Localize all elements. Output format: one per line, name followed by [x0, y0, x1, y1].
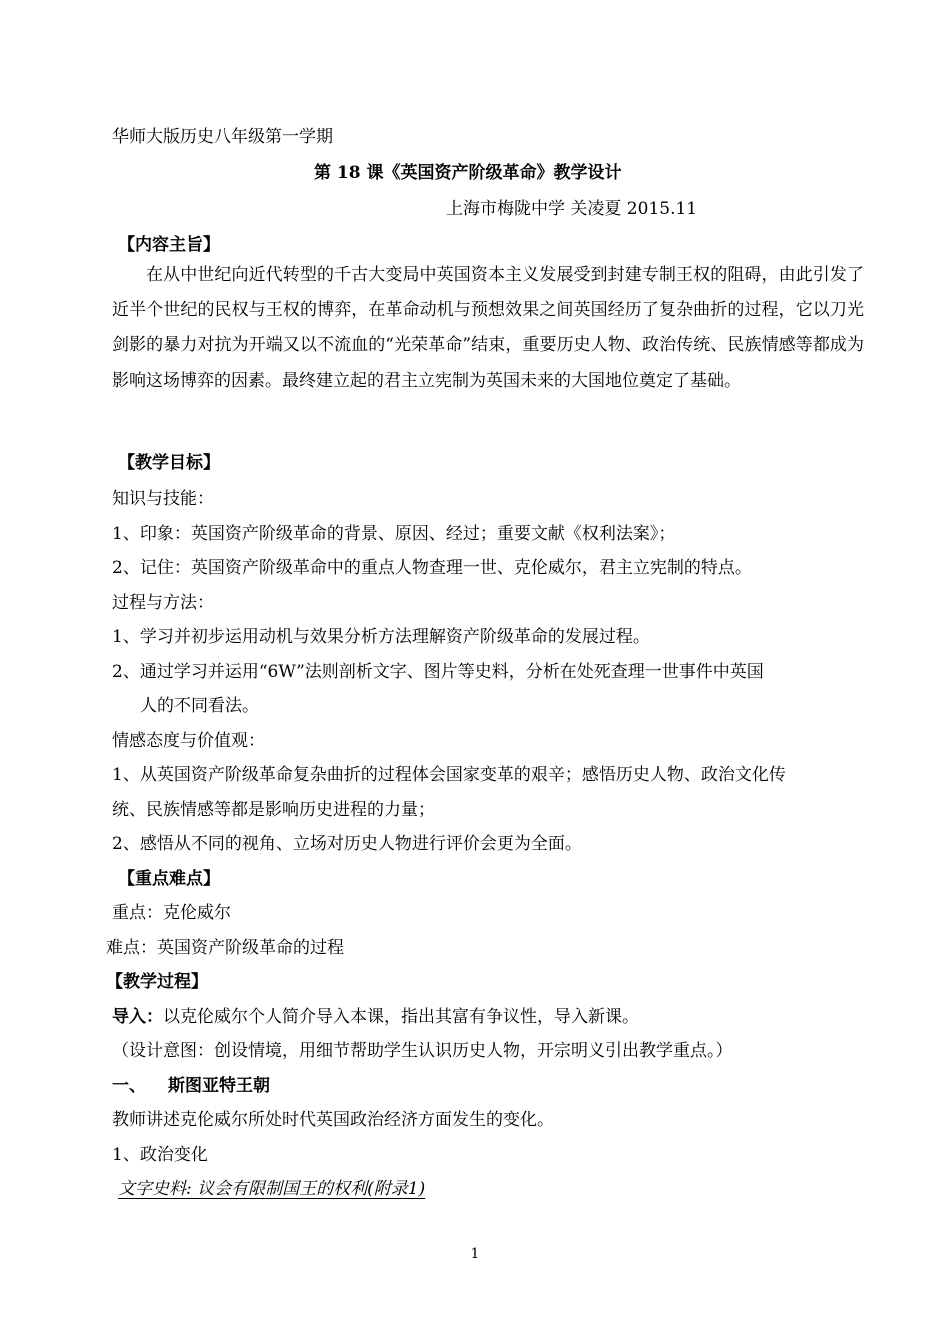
emotion-item-2: 2、感悟从不同的视角、立场对历史人物进行评价会更为全面。	[112, 834, 582, 854]
page-number: 1	[470, 1246, 480, 1262]
section-heading-process: 【教学过程】	[106, 972, 208, 992]
intro-line	[112, 1006, 639, 1028]
section-heading-content-aim: 【内容主旨】	[118, 235, 220, 255]
series-line: 华师大版历史八年级第一学期	[112, 127, 333, 147]
process-item-2-line-2: 人的不同看法。	[140, 696, 259, 716]
section-heading-objectives: 【教学目标】	[118, 453, 220, 473]
process-item-1: 1、学习并初步运用动机与效果分析方法理解资产阶级革命的发展过程。	[112, 627, 650, 647]
difficulty-point: 难点：英国资产阶级革命的过程	[106, 938, 344, 958]
section-heading-key-points: 【重点难点】	[118, 869, 220, 889]
process-title: 过程与方法：	[112, 593, 214, 613]
knowledge-item-1: 1、印象：英国资产阶级革命的背景、原因、经过；重要文献《权利法案》；	[112, 524, 676, 544]
emotion-item-1-line-1: 1、从英国资产阶级革命复杂曲折的过程体会国家变革的艰辛；感悟历史人物、政治文化传	[112, 765, 786, 785]
knowledge-title: 知识与技能：	[112, 489, 214, 509]
focus-point: 重点：克伦威尔	[112, 903, 231, 923]
document-title: 第 18 课《英国资产阶级革命》教学设计	[314, 163, 622, 183]
intro-text: 以克伦威尔个人简介导入本课，指出其富有争议性，导入新课。	[163, 1007, 639, 1027]
section-1-title: 斯图亚特王朝	[168, 1076, 270, 1096]
section-1-text: 教师讲述克伦威尔所处时代英国政治经济方面发生的变化。	[112, 1110, 554, 1130]
section-1-number: 一、	[112, 1076, 146, 1096]
intro-label: 导入：	[112, 1007, 163, 1027]
process-item-2-line-1: 2、通过学习并运用“6W”法则剖析文字、图片等史料，分析在处死查理一世事件中英国	[112, 662, 764, 682]
knowledge-item-2: 2、记住：英国资产阶级革命中的重点人物查理一世、克伦威尔，君主立宪制的特点。	[112, 558, 752, 578]
text-source-1: 文字史料: 议会有限制国王的权利(附录1)	[118, 1179, 426, 1199]
subsection-political-change: 1、政治变化	[112, 1145, 208, 1165]
intro-design-note: （设计意图：创设情境，用细节帮助学生认识历史人物，开宗明义引出教学重点。）	[112, 1041, 733, 1061]
emotion-title: 情感态度与价值观：	[112, 731, 265, 751]
emotion-item-1-line-2: 统、民族情感等都是影响历史进程的力量；	[112, 800, 435, 820]
content-aim-paragraph: 在从中世纪向近代转型的千古大变局中英国资本主义发展受到封建专制王权的阻碍，由此引发了近半个世纪的民权与王权的博弈，在革命动机与预想效果之间英国经历了复杂曲折的过程，它以刀光剑影的暴力对抗为开端又以不流血的“光荣革命”结束，重要历史人物、政治传统、民族情感等都成为影响这场博弈的因素。最终建立起的君主立宪制为英国未来的大国地位奠定了基础。	[112, 265, 864, 391]
author-line: 上海市梅陇中学 关凌夏 2015.11	[446, 199, 698, 219]
